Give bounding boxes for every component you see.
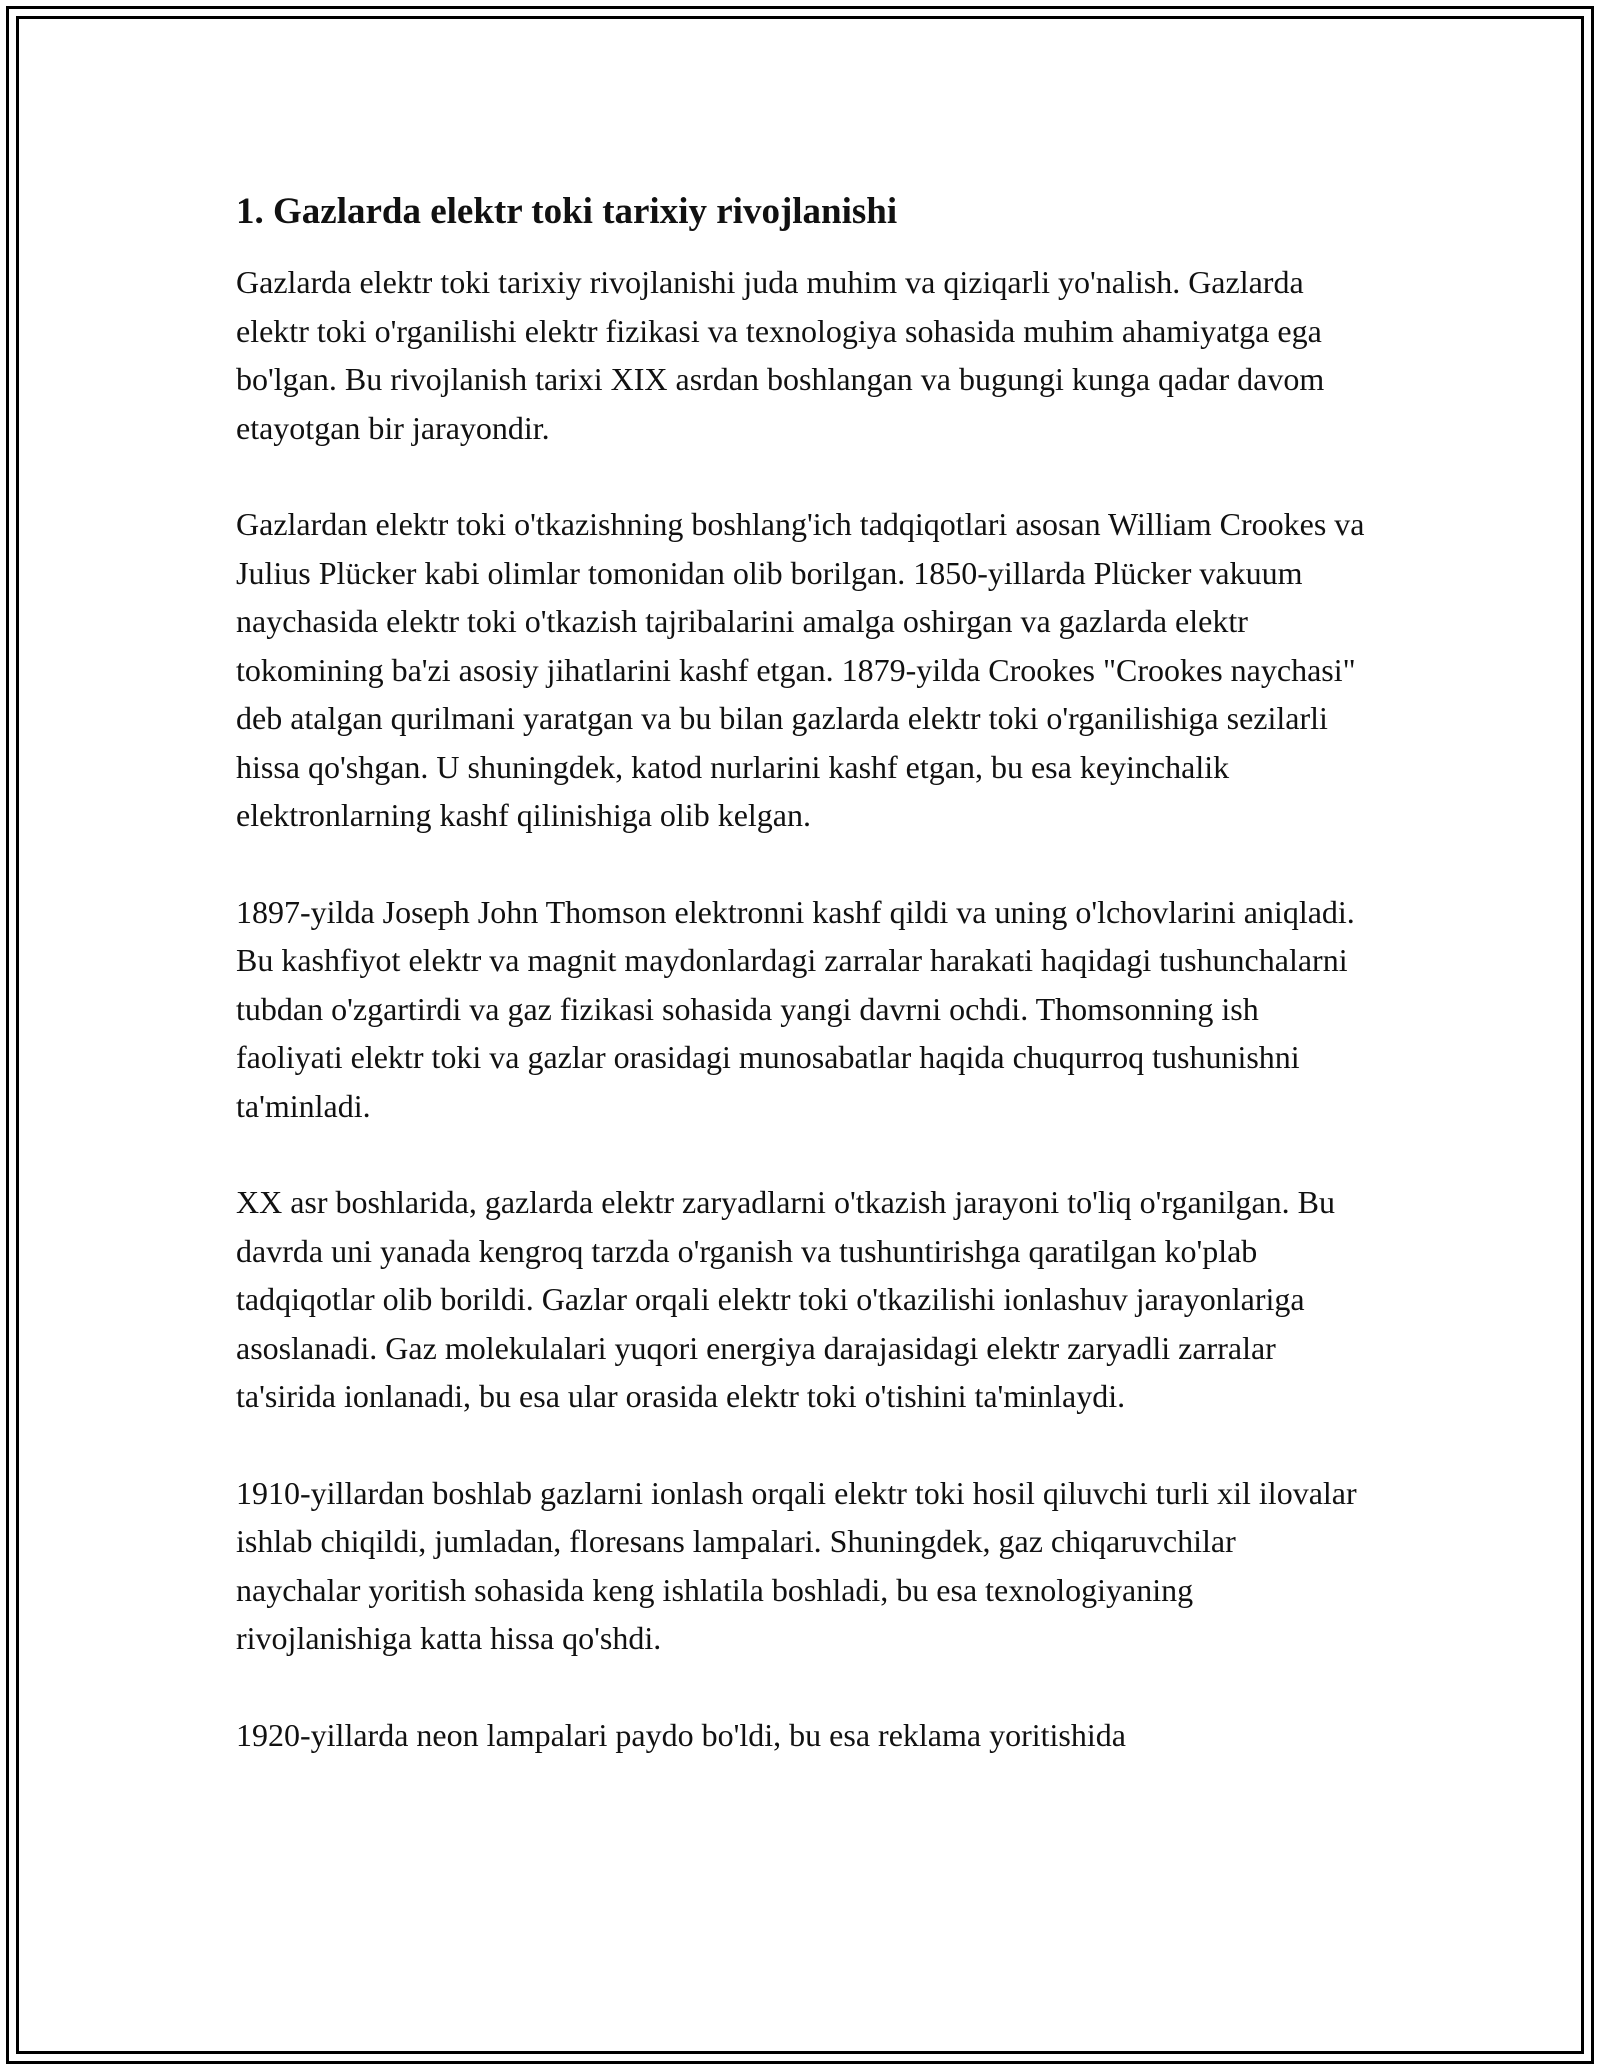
document-body (236, 186, 1366, 1807)
paragraph-2: Gazlardan elektr toki o'tkazishning boshlang'ich tadqiqotlari asosan William Crookes va Julius Plücker kabi olimlar tomonidan olib borilgan. 1850-yillarda Plücker vakuum naychasida elektr toki o'tkazish tajribalarini amalga oshirgan va gazlarda elektr tokomining ba'zi asosiy jihatlarini kashf etgan. 1879-yilda Crookes "Crookes naychasi" deb atalgan qurilmani yaratgan va bu bilan gazlarda elektr toki o'rganilishiga sezilarli hissa qo'shgan. U shuningdek, katod nurlarini kashf etgan, bu esa keyinchalik elektronlarning kashf qilinishiga olib kelgan. (236, 506, 1365, 833)
paragraph-6: 1920-yillarda neon lampalari paydo bo'ldi, bu esa reklama yoritishida (236, 1716, 1126, 1753)
paragraph-1: Gazlarda elektr toki tarixiy rivojlanishi juda muhim va qiziqarli yo'nalish. Gazlarda elektr toki o'rganilishi elektr fizikasi va texnologiya sohasida muhim ahamiyatga ega bo'lgan. Bu rivojlanish tarixi XIX asrdan boshlangan va bugungi kunga qadar davom etayotgan bir jarayondir. (236, 264, 1325, 446)
section-heading: 1. Gazlarda elektr toki tarixiy rivojlanishi (236, 191, 898, 232)
paragraph-5: 1910-yillardan boshlab gazlarni ionlash orqali elektr toki hosil qiluvchi turli xil ilovalar ishlab chiqildi, jumladan, floresans lampalari. Shuningdek, gaz chiqaruvchilar naychalar yoritish sohasida keng ishlatila boshladi, bu esa texnologiyaning rivojlanishiga katta hissa qo'shdi. (236, 1474, 1357, 1656)
paragraph-4: XX asr boshlarida, gazlarda elektr zaryadlarni o'tkazish jarayoni to'liq o'rganilgan. Bu davrda uni yanada kengroq tarzda o'rganish va tushuntirishga qaratilgan ko'plab tadqiqotlar olib borildi. Gazlar orqali elektr toki o'tkazilishi ionlashuv jarayonlariga asoslanadi. Gaz molekulalari yuqori energiya darajasidagi elektr zaryadli zarralar ta'sirida ionlanadi, bu esa ular orasida elektr toki o'tishini ta'minlaydi. (236, 1184, 1335, 1414)
paragraph-3: 1897-yilda Joseph John Thomson elektronni kashf qildi va uning o'lchovlarini aniqladi. Bu kashfiyot elektr va magnit maydonlardagi zarralar harakati haqidagi tushunchalarni tubdan o'zgartirdi va gaz fizikasi sohasida yangi davrni ochdi. Thomsonning ish faoliyati elektr toki va gazlar orasidagi munosabatlar haqida chuqurroq tushunishni ta'minladi. (236, 893, 1355, 1124)
